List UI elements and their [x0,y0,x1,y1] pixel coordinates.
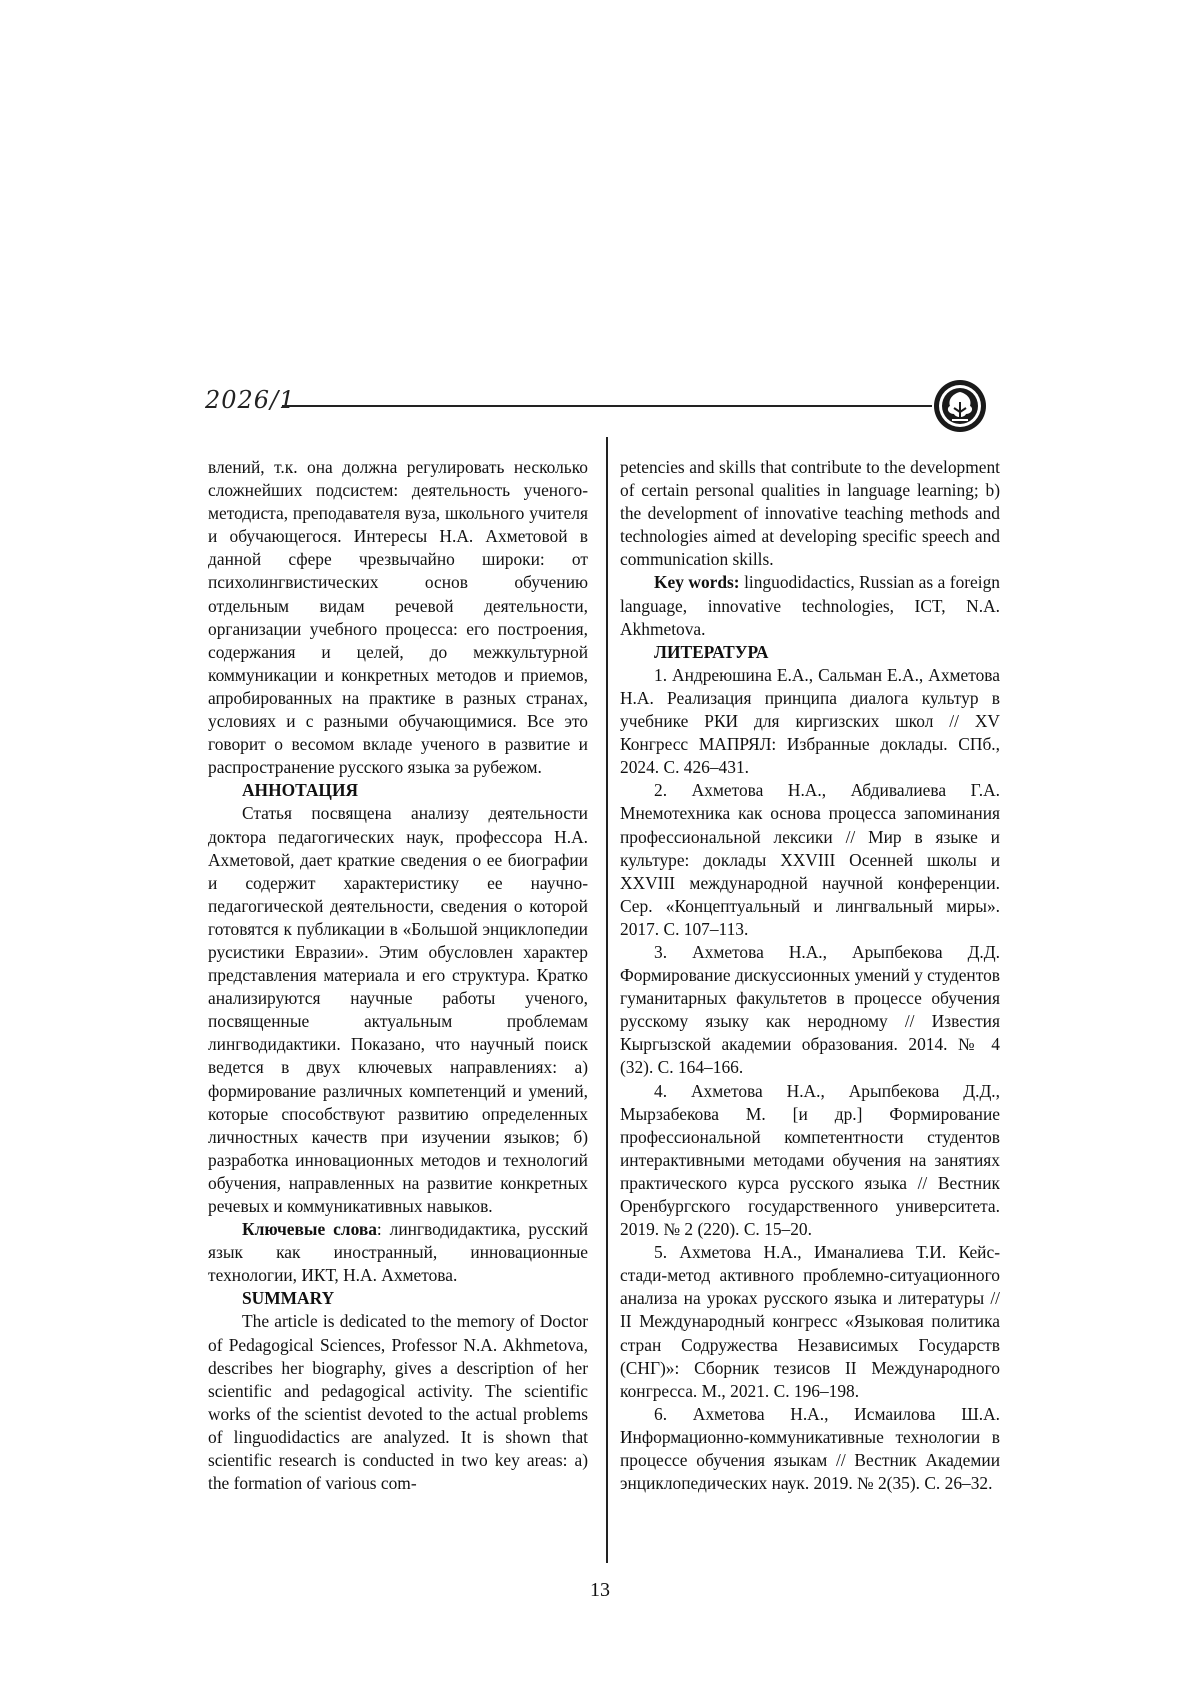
column-divider [606,437,608,1563]
annotation-heading: АННОТАЦИЯ [242,780,359,801]
annotation-text: Статья посвящена анализу деятельности доктора педагогических наук, профессора Н.А. Ахметовой, дает краткие сведения о ее биографии и содержит характеристику ее научно-педагогической деятельности, сведения о которой готовятся к публикации в «Большой энциклопедии русистики Евразии». Этим обусловлен характер представления материала и его структура. Кратко анализируются научные работы ученого, посвященные актуальным проблемам лингводидактики. Показано, что научный поиск ведется в двух ключевых направлениях: а) формирование различных компетенций и умений, которые способствуют развитию определенных личностных качеств при изучении языков; б) разработка инновационных методов и технологий обучения, направленных на развитие конкретных речевых и коммуникативных навыков. [208,803,588,1216]
reference-item: 2. Ахметова Н.А., Абдивалиева Г.А. Мнемотехника как основа процесса запоминания профессиональной лексики // Мир в языке и культуре: доклады XXVIII Осенней школы и XXVIII международной научной конференции. Сер. «Концептуальный и лингвальный миры». 2017. С. 107–113. [620,780,1000,939]
reference-item: 1. Андреюшина Е.А., Сальман Е.А., Ахметова Н.А. Реализация принципа диалога культур в учебнике РКИ для киргизских школ // XV Конгресс МАПРЯЛ: Избранные доклады. СПб., 2024. С. 426–431. [620,664,1000,778]
keywords-en-paragraph [620,571,1000,640]
issue-number: 2026/1 [205,386,296,414]
summary-continuation: petencies and skills that contribute to the development of certain personal qualities in language learning; b) the development of innovative teaching methods and technologies aimed at developing specific speech and communication skills. [620,457,1000,570]
keywords-en-label: Key words: [654,572,740,593]
reference-item: 6. Ахметова Н.А., Исмаилова Ш.А. Информационно-коммуникативные технологии в процессе обучения языкам // Вестник Академии энциклопедических наук. 2019. № 2(35). С. 26–32. [620,1403,1000,1494]
literature-heading: ЛИТЕРАТУРА [654,641,769,662]
journal-logo-icon [932,378,988,434]
right-column [620,456,1000,1495]
page-number: 13 [590,1579,610,1601]
intro-paragraph: влений, т.к. она должна регулировать несколько сложнейших подсистем: деятельность ученого-методиста, преподавателя вуза, школьного учителя и обучающегося. Интересы Н.А. Ахметовой в данной сфере чрезвычайно широки: от психолингвистических основ обучению отдельным видам речевой деятельности, организации учебного процесса: его построения, содержания и целей, до межкультурной коммуникации и конкретных методов и приемов, апробированных на практике в разных странах, условиях и с разными обучающимися. Все это говорит о весомом вкладе ученого в развитие и распространение русского языка за рубежом. [208,457,588,778]
left-column [208,456,588,1495]
header-rule [282,405,932,407]
reference-item: 5. Ахметова Н.А., Иманалиева Т.И. Кейс-стади-метод активного проблемно-ситуационного анализа на уроках русского языка и литературы // II Международный конгресс «Языковая политика стран Содружества Независимых Государств (СНГ)»: Сборник тезисов II Международного конгресса. М., 2021. С. 196–198. [620,1242,1000,1401]
keywords-en-text: linguodidactics, Russian as a foreign language, innovative technologies, ICT, N.A. Akhmetova. [620,572,1000,639]
keywords-ru-text: : лингводидактика, русский язык как иностранный, инновационные технологии, ИКТ, Н.А. Ахметова. [208,1219,588,1286]
keywords-ru-paragraph [208,1218,588,1287]
reference-item: 3. Ахметова Н.А., Арыпбекова Д.Д. Формирование дискуссионных умений у студентов гуманитарных факультетов в процессе обучения русскому языку как неродному // Известия Кыргызской академии образования. 2014. № 4 (32). С. 164–166. [620,941,1000,1078]
summary-heading: SUMMARY [242,1288,335,1309]
reference-item: 4. Ахметова Н.А., Арыпбекова Д.Д., Мырзабекова М. [и др.] Формирование профессиональной компетентности студентов интерактивными методами обучения на занятиях практического курса русского языка // Вестник Оренбургского государственного университета. 2019. № 2 (220). С. 15–20. [620,1080,1000,1240]
summary-text: The article is dedicated to the memory of Doctor of Pedagogical Sciences, Professor N.A. Akhmetova, describes her biography, gives a description of her scientific and pedagogical activity. The scientific works of the scientist devoted to the actual problems of linguodidactics are analyzed. It is shown that scientific research is conducted in two key areas: a) the formation of various com- [208,1311,588,1494]
keywords-ru-label: Ключевые слова [242,1219,377,1240]
